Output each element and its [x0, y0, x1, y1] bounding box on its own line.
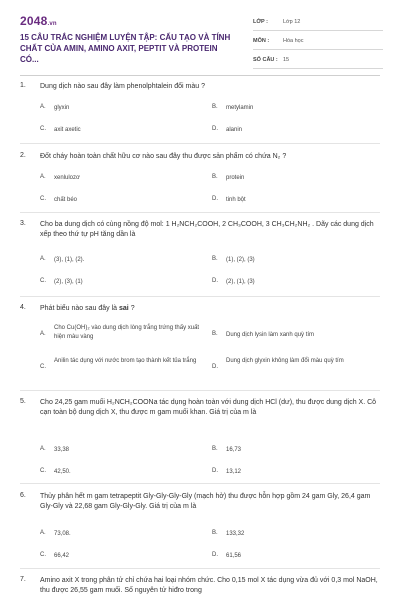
meta-value: Lớp 12 — [283, 19, 301, 25]
option-text: protein — [226, 175, 245, 181]
brand-suffix: .vn — [47, 21, 57, 27]
option-text: 66,42 — [54, 553, 70, 559]
meta-row-class — [253, 15, 383, 31]
option-text: 133,32 — [226, 531, 245, 537]
question-text: Cho ba dung dịch có cùng nồng độ mol: 1 H₂NCH₂COOH, 2 CH₃COOH, 3 CH₃CH₂NH₂ . Dãy các dung dịch xếp theo thứ tự pH tăng dần là — [40, 221, 374, 238]
option-key: D. — [212, 468, 218, 474]
question-divider — [20, 296, 380, 297]
option-key: D. — [212, 196, 218, 202]
question-1 — [20, 82, 382, 144]
question-number: 4. — [20, 304, 26, 311]
option-key: A. — [40, 331, 46, 337]
option-text: Anilin tác dụng với nước brom tạo thành kết tủa trắng — [54, 358, 197, 364]
option-key: A. — [40, 174, 46, 180]
question-7 — [20, 576, 382, 600]
question-divider — [20, 483, 380, 484]
option-text: tinh bột — [226, 197, 246, 203]
option-key: C. — [40, 364, 46, 370]
question-5 — [20, 398, 382, 484]
worksheet-meta — [253, 15, 383, 72]
option-key: C. — [40, 126, 46, 132]
option-text: (2), (1), (3) — [226, 279, 255, 285]
brand-name: 2048 — [20, 14, 48, 28]
question-text — [40, 304, 380, 314]
option-key: D. — [212, 364, 218, 370]
option-key: C. — [40, 552, 46, 558]
option-text: alanin — [226, 127, 243, 133]
question-number: 2. — [20, 152, 26, 159]
option-key: A. — [40, 530, 46, 536]
option-text: Dung dịch glyxin không làm đổi màu quỳ tím — [226, 358, 344, 364]
question-divider — [20, 143, 380, 144]
option-key: A. — [40, 104, 46, 110]
meta-value: 15 — [283, 57, 290, 63]
meta-row-subject — [253, 34, 383, 50]
question-text-post: ? — [128, 305, 135, 312]
question-4 — [20, 304, 382, 390]
brand-logo[interactable] — [20, 14, 57, 28]
option-key: C. — [40, 278, 46, 284]
question-3 — [20, 220, 382, 296]
question-text-pre: Phát biểu nào sau đây là — [40, 305, 120, 312]
option-key: A. — [40, 256, 46, 262]
question-number: 5. — [20, 398, 26, 405]
option-text: Cho Cu(OH)₂ vào dung dịch lòng trắng trứng thấy xuất hiện màu vàng — [54, 325, 200, 340]
option-text: axit axetic — [54, 127, 81, 133]
option-key: C. — [40, 196, 46, 202]
option-key: D. — [212, 278, 218, 284]
question-text: Đốt cháy hoàn toàn chất hữu cơ nào sau đây thu được sản phẩm có chứa N₂ ? — [40, 153, 287, 160]
page-title: 15 CÂU TRẮC NGHIỆM LUYỆN TẬP: CẤU TẠO VÀ TÍNH CHẤT CỦA AMIN, AMINO AXIT, PEPTIT VÀ PROTEIN CÓ... — [20, 33, 231, 64]
option-text: (1), (2), (3) — [226, 257, 255, 263]
question-divider — [20, 390, 380, 391]
meta-label: LỚP : — [253, 19, 268, 25]
option-text: 13,12 — [226, 469, 242, 475]
option-key: A. — [40, 446, 46, 452]
option-text: (2), (3), (1) — [54, 279, 83, 285]
option-text: xenlulozơ — [54, 175, 80, 181]
option-text: (3), (1), (2). — [54, 257, 85, 263]
question-number: 7. — [20, 576, 26, 583]
option-text: 42,50. — [54, 469, 71, 475]
option-key: D. — [212, 552, 218, 558]
question-divider — [20, 212, 380, 213]
option-key: B. — [212, 256, 218, 262]
question-text-emphasis: sai — [119, 305, 129, 312]
question-text: Amino axit X trong phân tử chỉ chứa hai loại nhóm chức. Cho 0,15 mol X tác dụng vừa đủ với 0,3 mol NaOH, thu được 26,55 gam muối. Số nguyên tử hiđro trong — [40, 577, 378, 594]
option-text: Dung dịch lysin làm xanh quỳ tím — [226, 332, 315, 338]
option-key: B. — [212, 104, 218, 110]
meta-value: Hóa học — [283, 38, 304, 44]
meta-label: MÔN : — [253, 38, 270, 44]
option-text: 33,38 — [54, 447, 70, 453]
question-number: 3. — [20, 220, 26, 227]
option-key: B. — [212, 530, 218, 536]
question-text: Thủy phân hết m gam tetrapeptit Gly-Gly-Gly-Gly (mạch hở) thu được hỗn hợp gồm 24 gam Gly, 26,4 gam Gly-Gly và 22,68 gam Gly-Gly-Gly. Giá trị của m là — [40, 493, 371, 510]
question-divider — [20, 568, 380, 569]
option-key: B. — [212, 174, 218, 180]
option-text: glyxin — [54, 105, 70, 111]
option-text: chất béo — [54, 197, 78, 203]
question-2 — [20, 152, 382, 214]
question-number: 6. — [20, 492, 26, 499]
header-divider — [20, 75, 380, 76]
question-number: 1. — [20, 82, 26, 89]
option-key: D. — [212, 126, 218, 132]
meta-row-count — [253, 53, 383, 69]
question-text: Dung dịch nào sau đây làm phenolphtalein đổi màu ? — [40, 83, 206, 90]
question-6 — [20, 492, 382, 566]
meta-label: SỐ CÂU : — [253, 57, 278, 63]
option-text: metylamin — [226, 105, 254, 111]
question-text: Cho 24,25 gam muối H₂NCH₂COONa tác dụng hoàn toàn với dung dịch HCl (dư), thu được dung dịch X. Cô cạn toàn bộ dung dịch X, thu được m gam muối khan. Giá trị của m là — [40, 399, 377, 416]
option-text: 73,08. — [54, 531, 71, 537]
option-text: 16,73 — [226, 447, 242, 453]
option-text: 61,56 — [226, 553, 242, 559]
option-key: B. — [212, 331, 218, 337]
option-key: C. — [40, 468, 46, 474]
option-key: B. — [212, 446, 218, 452]
